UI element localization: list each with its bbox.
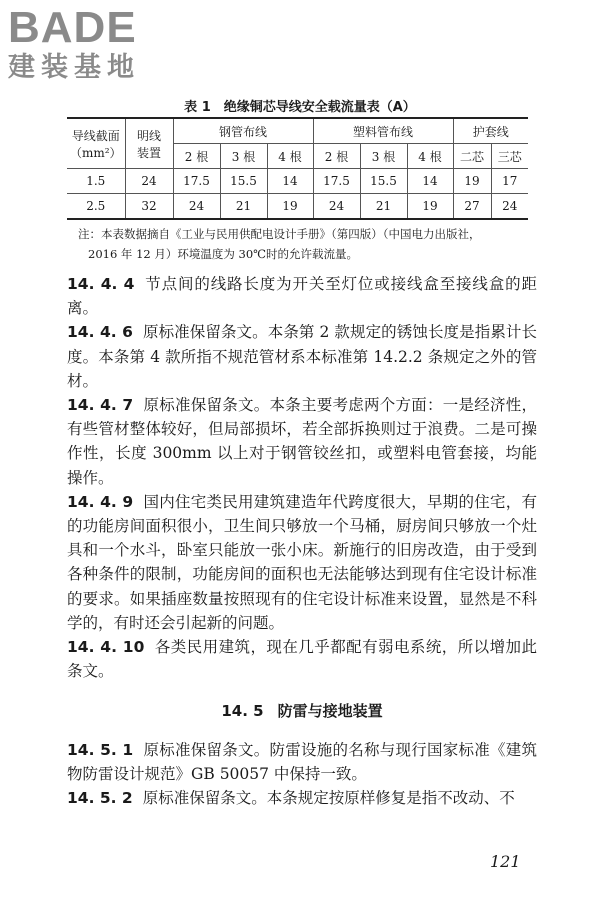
clause-text: 原标准保留条文。本条第 2 款规定的锈蚀长度是指累计长度。本条第 4 款所指不规范管材系本标准第 14.2.2 条规定之外的管材。 (67, 323, 538, 390)
header-plastic-pipe: 塑料管布线 (313, 118, 453, 144)
clause-paragraph (67, 272, 537, 320)
clause-paragraph (67, 786, 537, 810)
table-cell: 21 (220, 194, 267, 220)
table-cell: 24 (491, 194, 528, 220)
table-cell: 15.5 (360, 169, 407, 194)
table-cell: 1.5 (67, 169, 125, 194)
table-cell: 19 (267, 194, 313, 220)
clause-number: 14. 4. 9 (67, 492, 134, 511)
logo-subtitle: 建装基地 (8, 52, 140, 83)
clause-number: 14. 4. 6 (67, 323, 133, 342)
subheader-cell: 3 根 (360, 144, 407, 169)
clause-paragraph (67, 393, 537, 490)
page-number: 121 (490, 852, 521, 871)
section-heading (67, 699, 537, 723)
header-cross-section (67, 118, 125, 169)
subheader-cell: 4 根 (407, 144, 453, 169)
header-cross-section-label: 导线截面 (71, 128, 120, 143)
header-sheathed: 护套线 (453, 118, 528, 144)
clause-text: 各类民用建筑，现在几乎都配有弱电系统，所以增加此条文。 (67, 638, 537, 681)
subheader-cell: 4 根 (267, 144, 313, 169)
table-cell: 19 (407, 194, 453, 220)
subheader-cell: 二芯 (453, 144, 491, 169)
clause-paragraph (67, 320, 537, 393)
clause-number: 14. 4. 7 (67, 396, 134, 415)
table-cell: 17.5 (313, 169, 360, 194)
clause-text: 原标准保留条文。本条规定按原样修复是指不改动、不 (142, 789, 515, 808)
subheader-cell: 3 根 (220, 144, 267, 169)
section-title: 防雷与接地装置 (277, 702, 383, 721)
clause-number: 14. 5. 1 (67, 740, 134, 759)
clause-number: 14. 4. 10 (67, 638, 145, 657)
subheader-cell: 2 根 (313, 144, 360, 169)
table-cell: 21 (360, 194, 407, 220)
current-capacity-table (67, 117, 528, 220)
table-cell: 19 (453, 169, 491, 194)
table-cell: 32 (125, 194, 173, 220)
clause-paragraph (67, 738, 537, 786)
header-open-wire-label-2: 装置 (136, 145, 161, 160)
clause-text: 节点间的线路长度为开关至灯位或接线盒至接线盒的距离。 (67, 275, 537, 318)
table-header-row (67, 118, 528, 144)
table-note-line-1: 注：本表数据摘自《工业与民用供配电设计手册》（第四版）（中国电力出版社， (78, 227, 481, 241)
table-cell: 15.5 (220, 169, 267, 194)
table-cell: 17.5 (173, 169, 220, 194)
table-row (67, 169, 528, 194)
table-row (67, 194, 528, 220)
body-text (67, 272, 537, 810)
clause-number: 14. 5. 2 (67, 789, 133, 808)
header-open-wire (125, 118, 173, 169)
table-cell: 27 (453, 194, 491, 220)
clause-text: 国内住宅类民用建筑建造年代跨度很大，早期的住宅，有的功能房间面积很小，卫生间只够放一个马桶，厨房间只够放一个灶具和一个水斗，卧室只能放一张小床。新施行的旧房改造，由于受到各种条件的限制，功能房间的面积也无法能够达到现有住宅设计标准的要求。如果插座数量按照现有的住宅设计标准来设置，显然是不科学的，有时还会引起新的问题。 (67, 492, 537, 632)
clause-text: 原标准保留条文。本条主要考虑两个方面：一是经济性，有些管材整体较好，但局部损坏，若全部拆换则过于浪费。二是可操作性，长度 300mm 以上对于钢管铰丝扣，或塑料电管套接，均能操作。 (67, 396, 537, 487)
table-cell: 24 (125, 169, 173, 194)
clause-paragraph (67, 490, 537, 635)
subheader-cell: 三芯 (491, 144, 528, 169)
table-cell: 24 (173, 194, 220, 220)
clause-text: 原标准保留条文。防雷设施的名称与现行国家标准《建筑物防雷设计规范》GB 50057 中保持一致。 (67, 740, 537, 783)
table-cell: 14 (407, 169, 453, 194)
header-steel-pipe: 钢管布线 (173, 118, 313, 144)
table-cell: 17 (491, 169, 528, 194)
section-number: 14. 5 (221, 702, 264, 721)
header-open-wire-label: 明线 (136, 128, 161, 143)
clause-number: 14. 4. 4 (67, 275, 135, 293)
header-cross-section-unit: （mm²） (69, 145, 122, 160)
logo-word: BADE (8, 3, 137, 52)
table-title: 表 1 绝缘铜芯导线安全载流量表（A） (184, 100, 416, 115)
table-note (78, 224, 538, 264)
table-cell: 24 (313, 194, 360, 220)
table-cell: 2.5 (67, 194, 125, 220)
brand-logo (8, 3, 178, 84)
table-note-line-2: 2016 年 12 月）环境温度为 30℃时的允许载流量。 (88, 247, 359, 261)
table-cell: 14 (267, 169, 313, 194)
clause-paragraph (67, 635, 537, 683)
subheader-cell: 2 根 (173, 144, 220, 169)
